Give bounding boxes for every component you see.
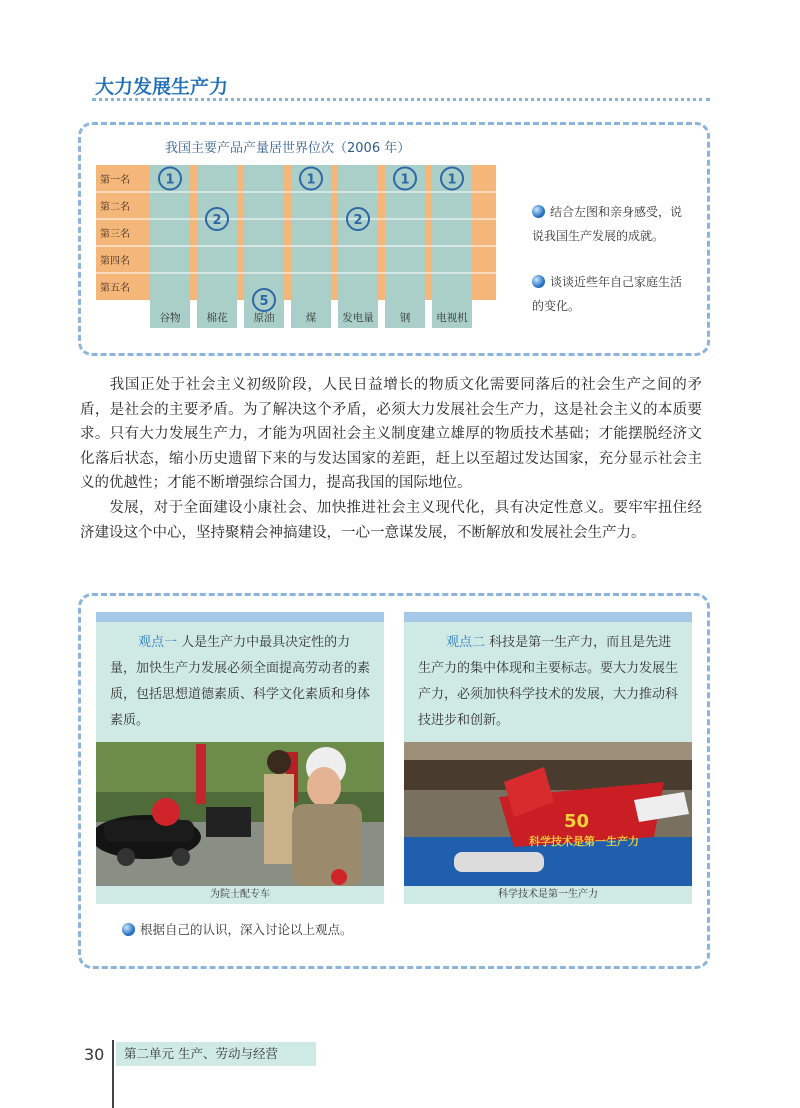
rank-label: 第五名 [100,283,130,294]
globe-bullet-icon [122,923,135,936]
footer-divider [112,1040,114,1108]
rank-label: 第四名 [100,256,130,267]
float-number: 50 [564,811,590,832]
category-label: 原油 [253,312,275,324]
chart-title: 我国主要产品产量居世界位次（2006 年） [165,141,411,156]
rank-value: 1 [447,172,457,188]
category-label: 谷物 [159,312,181,324]
viewpoint-label: 观点二 [446,635,486,650]
globe-bullet-icon [532,275,545,288]
globe-bullet-icon [532,205,545,218]
rank-label: 第一名 [100,175,130,186]
side-note-1: 结合左图和亲身感受，说说我国生产发展的成就。 [532,205,683,243]
viewpoint-text: 科技是第一生产力，而且是先进生产力的集中体现和主要标志。要大力发展生产力，必须加快科学技术的发展，大力推动科技进步和创新。 [418,635,679,728]
category-label: 发电量 [342,312,374,324]
viewpoint-text: 人是生产力中最具决定性的力量，加快生产力发展必须全面提高劳动者的素质，包括思想道德素质、科学文化素质和身体素质。 [110,635,371,728]
viewpoint-card-2 [404,612,692,752]
rank-chart [96,160,496,328]
rank-label: 第三名 [100,229,130,240]
category-label: 电视机 [436,312,468,324]
rank-label: 第二名 [100,202,130,213]
body-paragraph-2: 发展，对于全面建设小康社会、加快推进社会主义现代化，具有决定性意义。要牢牢扭住经济建设这个中心，坚持聚精会神搞建设，一心一意谋发展，不断解放和发展社会生产力。 [80,500,702,541]
float-banner-text: 科学技术是第一生产力 [529,835,639,848]
photo-science-float [404,742,692,886]
photo-caption-1: 为院士配专车 [96,886,384,904]
category-label: 钢 [399,312,411,324]
unit-label: 第二单元 生产、劳动与经营 [116,1042,316,1066]
rank-value: 1 [165,172,175,188]
discussion-prompt: 根据自己的认识，深入讨论以上观点。 [122,920,353,938]
viewpoint-label: 观点一 [138,635,178,650]
photo-academician-car [96,742,384,886]
page-number: 30 [84,1045,105,1064]
rank-value: 5 [259,294,269,309]
rank-value: 1 [306,172,316,188]
photo-caption-2: 科学技术是第一生产力 [404,886,692,904]
side-note-2: 谈谈近些年自己家庭生活的变化。 [532,275,683,313]
body-paragraph-1: 我国正处于社会主义初级阶段，人民日益增长的物质文化需要同落后的社会生产之间的矛盾，是社会的主要矛盾。为了解决这个矛盾，必须大力发展社会生产力，这是社会主义的本质要求。只有大力发展生产力，才能为巩固社会主义制度建立雄厚的物质技术基础；才能摆脱经济文化落后状态，缩小历史遗留下来的与发达国家的差距，赶上以至超过发达国家，充分显示社会主义的优越性；才能不断增强综合国力，提高我国的国际地位。 [80,377,702,491]
title-divider [92,98,710,101]
section-title: 大力发展生产力 [95,76,229,98]
viewpoint-card-1 [96,612,384,752]
rank-value: 1 [400,172,410,188]
rank-value: 2 [353,213,363,228]
category-label: 棉花 [206,312,228,324]
rank-value: 2 [212,213,222,228]
category-label: 煤 [305,312,317,324]
